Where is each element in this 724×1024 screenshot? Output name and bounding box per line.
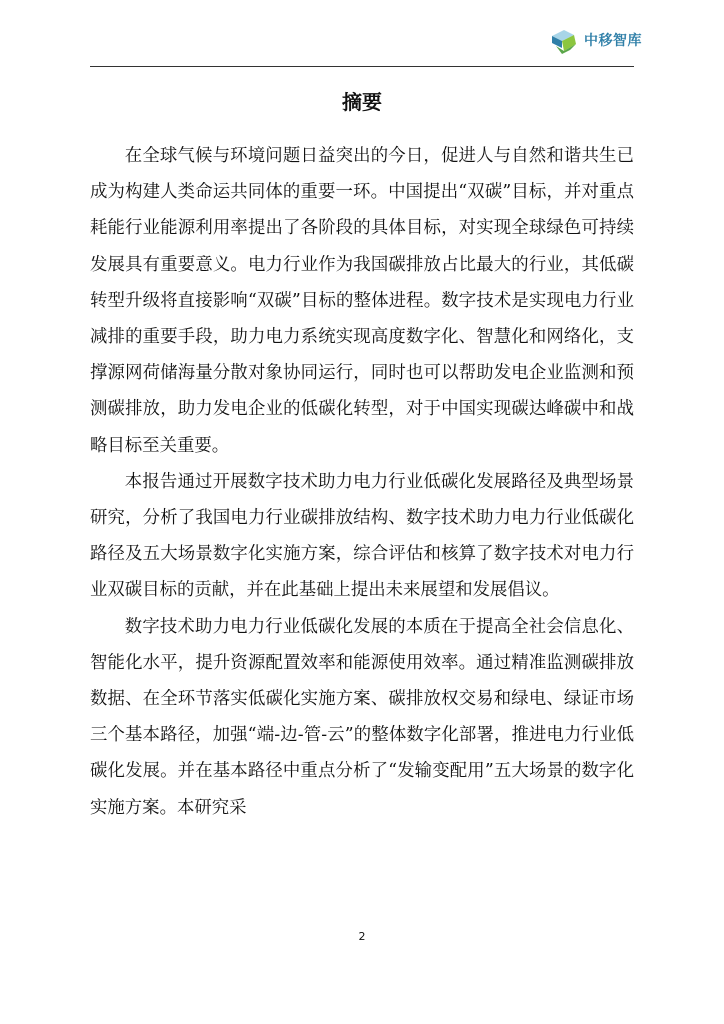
logo-text: 中移智库 [584,33,642,49]
document-body [90,138,634,826]
header-divider [90,66,634,67]
cube-logo-icon [548,24,580,56]
header-logo [548,24,642,56]
paragraph: 在全球气候与环境问题日益突出的今日，促进人与自然和谐共生已成为构建人类命运共同体的重要一环。中国提出“双碳”目标，并对重点耗能行业能源利用率提出了各阶段的具体目标，对实现全球绿色可持续发展具有重要意义。电力行业作为我国碳排放占比最大的行业，其低碳转型升级将直接影响“双碳”目标的整体进程。数字技术是实现电力行业减排的重要手段，助力电力系统实现高度数字化、智慧化和网络化，支撑源网荷储海量分散对象协同运行，同时也可以帮助发电企业监测和预测碳排放，助力发电企业的低碳化转型，对于中国实现碳达峰碳中和战略目标至关重要。 [90,146,634,456]
paragraph: 本报告通过开展数字技术助力电力行业低碳化发展路径及典型场景研究，分析了我国电力行业碳排放结构、数字技术助力电力行业低碳化路径及五大场景数字化实施方案，综合评估和核算了数字技术对电力行业双碳目标的贡献，并在此基础上提出未来展望和发展倡议。 [90,471,634,601]
paragraph: 数字技术助力电力行业低碳化发展的本质在于提高全社会信息化、智能化水平，提升资源配置效率和能源使用效率。通过精准监测碳排放数据、在全环节落实低碳化实施方案、碳排放权交易和绿电、绿证市场三个基本路径，加强“端-边-管-云”的整体数字化部署，推进电力行业低碳化发展。并在基本路径中重点分析了“发输变配用”五大场景的数字化实施方案。本研究采 [90,616,634,818]
page-title: 摘要 [342,90,382,114]
page-number: 2 [358,930,366,943]
